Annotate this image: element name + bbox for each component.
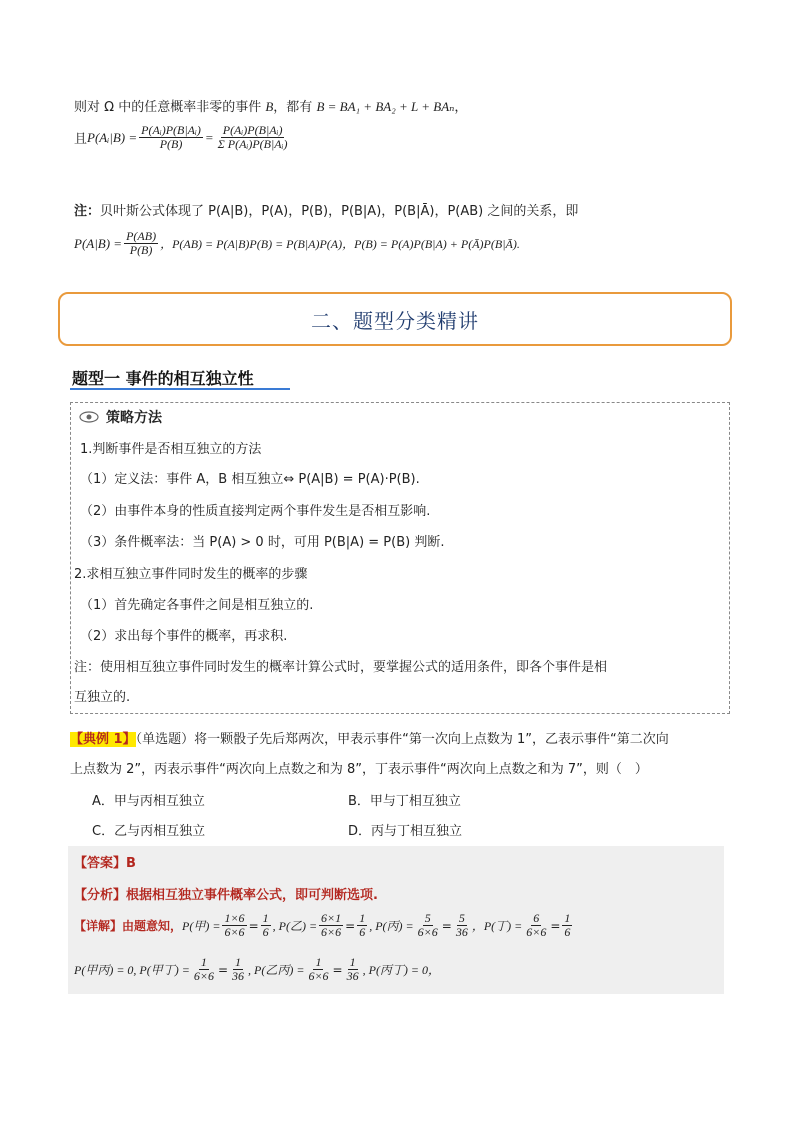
relation-fraction [124, 230, 158, 257]
frac-num: P(Aᵢ)P(B|Aᵢ) [141, 123, 201, 137]
eye-icon [78, 410, 100, 424]
frac-num: P(Aᵢ)P(B|Aᵢ) [222, 123, 283, 137]
relation-lhs: P(A|B) = [74, 235, 123, 251]
p-jia: P(甲) = [182, 919, 221, 933]
frac-den: 6×6 [193, 969, 214, 983]
answer-line [74, 852, 136, 871]
detail-label: 【详解】 [74, 919, 123, 933]
analysis-line [74, 884, 378, 903]
intro-text: ，都有 [273, 100, 317, 115]
strategy-line: 1.判断事件是否相互独立的方法 [80, 442, 262, 457]
p-yi-bing: , P(乙丙) = [248, 963, 305, 977]
bayes-fraction-2 [216, 124, 290, 151]
strategy-line: （3）条件概率法：当 P(A) > 0 时，可用 P(B|A) = P(B) 判断. [80, 535, 445, 550]
relation-tail: ，P(AB) = P(A|B)P(B) = P(B|A)P(A)，P(B) = P(A)P(B|A) + P(Ā)P(B|Ā). [160, 237, 520, 251]
frac-den: P(B) [159, 137, 183, 151]
answer-label: 【答案】 [74, 856, 127, 871]
frac-num: 1 [349, 955, 356, 969]
analysis-label: 【分析】 [74, 888, 127, 903]
frac-den: 36 [455, 925, 468, 939]
frac-num: 1 [315, 955, 322, 969]
analysis-text: 根据相互独立事件概率公式，即可判断选项. [126, 888, 378, 903]
intro-text: ， [454, 100, 468, 115]
strategy-line: （1）定义法：事件 A，B 相互独立⇔ P(A|B) = P(A)·P(B). [80, 472, 420, 487]
strategy-line: （2）由事件本身的性质直接判定两个事件发生是否相互影响. [80, 504, 431, 519]
frac-den: 6×6 [224, 925, 245, 939]
frac-num: 1 [359, 911, 366, 925]
bayes-lhs: P(Aᵢ|B) = [87, 129, 138, 145]
option-b[interactable]: B．甲与丁相互独立 [348, 794, 461, 809]
option-c[interactable]: C．乙与丙相互独立 [92, 824, 206, 839]
intro-formula: B = BA₁ + BA₂ + L + BAₙ [316, 99, 455, 114]
frac-den: 6×6 [321, 925, 342, 939]
intro-text: 且 [74, 132, 88, 147]
frac-den: 6 [262, 925, 269, 939]
strategy-line: 2.求相互独立事件同时发生的概率的步骤 [74, 567, 308, 582]
bayes-relations [74, 230, 520, 257]
frac-num: 6 [533, 911, 540, 925]
type-title-underline [70, 388, 290, 390]
example-stem-2: 上点数为 2”，丙表示事件“两次向上点数之和为 8”，丁表示事件“两次向上点数之和为 7”，则（ ） [70, 762, 648, 777]
frac-num: 5 [424, 911, 431, 925]
frac-den: P(B) [129, 243, 153, 257]
strategy-title: 策略方法 [106, 410, 162, 426]
p-bing: , P(丙) = [369, 919, 414, 933]
frac-num: 1 [262, 911, 269, 925]
answer-value: B [126, 856, 136, 871]
intro-text: 则对 Ω 中的任意概率非零的事件 [74, 100, 266, 115]
frac-num: 1 [564, 911, 571, 925]
option-d[interactable]: D．丙与丁相互独立 [348, 824, 463, 839]
example-stem-text: 将一颗骰子先后郑两次，甲表示事件“第一次向上点数为 1”，乙表示事件“第二次向 [194, 732, 669, 747]
frac-num: 1 [200, 955, 207, 969]
frac-num: 5 [458, 911, 465, 925]
bayes-fraction-1 [139, 124, 203, 151]
section-banner [58, 292, 732, 346]
bayes-note [74, 200, 578, 219]
strategy-line: 注：使用相互独立事件同时发生的概率计算公式时，要掌握公式的适用条件，即各个事件是相 [74, 660, 608, 675]
strategy-line: （1）首先确定各事件之间是相互独立的. [80, 598, 314, 613]
detail-line-1: 【详解】 由题意知， P(甲) = $\frac{1\times 6}{6\times 6}$ = $\frac{1}{6}$ , P(乙) = $\frac{6\times 1}{6\times 6}$ = $\frac{1}{6}$ , P(丙) = $\frac{5}{6\times 6}$ = $\frac{5}{36}$ ，P(丁) = $\frac{6}{6\times 6}$ = $\frac{1}{6}$ [74, 911, 571, 939]
frac-den: Σ P(Aᵢ)P(B|Aᵢ) [217, 137, 288, 151]
type-title: 题型一 事件的相互独立性 [72, 369, 254, 388]
frac-num: 1×6 [224, 911, 245, 925]
frac-num: 1 [235, 955, 242, 969]
frac-den: 6 [359, 925, 366, 939]
frac-num: 6×1 [321, 911, 342, 925]
frac-den: 6×6 [417, 925, 438, 939]
p-jia-bing-jia-ding: P(甲丙) = 0, P(甲丁) = [74, 963, 190, 977]
example-tag: 【典例 1】 [70, 732, 136, 747]
section-title: 二、题型分类精讲 [311, 308, 479, 333]
note-text: 贝叶斯公式体现了 P(A|B)，P(A)，P(B)，P(B|A)，P(B|Ā)，P(AB) 之间的关系，即 [100, 204, 579, 219]
intro-line-2: 且 P(Aᵢ|B) = $\frac{\text{P(Aᵢ)P(B|Aᵢ)}}{P(B)}$ = $\frac{\text{P(Aᵢ)P(B|Aᵢ)}}{\text{Σ P(Aᵢ)P(B|Aᵢ)}}$ [74, 123, 288, 151]
p-ding: ，P(丁) = [471, 919, 523, 933]
frac-den: 36 [346, 969, 359, 983]
note-label: 注： [74, 204, 101, 219]
intro-var: B [265, 99, 274, 114]
example-stem-1 [70, 728, 669, 747]
frac-den: 6×6 [526, 925, 547, 939]
frac-den: 36 [232, 969, 245, 983]
strategy-header [78, 407, 162, 427]
p-yi: , P(乙) = [272, 919, 318, 933]
frac-den: 6 [564, 925, 571, 939]
intro-line-1 [74, 96, 467, 115]
detail-line-2: P(甲丙) = 0, P(甲丁) = $\frac{1}{6\times 6}$ = $\frac{1}{36}$ , P(乙丙) = $\frac{1}{6\times 6}$ = $\frac{1}{36}$ , P(丙丁) = 0， [74, 955, 441, 983]
strategy-line: （2）求出每个事件的概率，再求积. [80, 629, 288, 644]
frac-num: P(AB) [126, 229, 157, 243]
p-bing-ding: , P(丙丁) = 0， [362, 963, 441, 977]
detail-text: 由题意知， [122, 919, 183, 933]
strategy-line: 互独立的. [74, 690, 131, 705]
option-a[interactable]: A．甲与丙相互独立 [92, 794, 205, 809]
frac-den: 6×6 [308, 969, 329, 983]
example-type: （单选题） [135, 732, 195, 747]
